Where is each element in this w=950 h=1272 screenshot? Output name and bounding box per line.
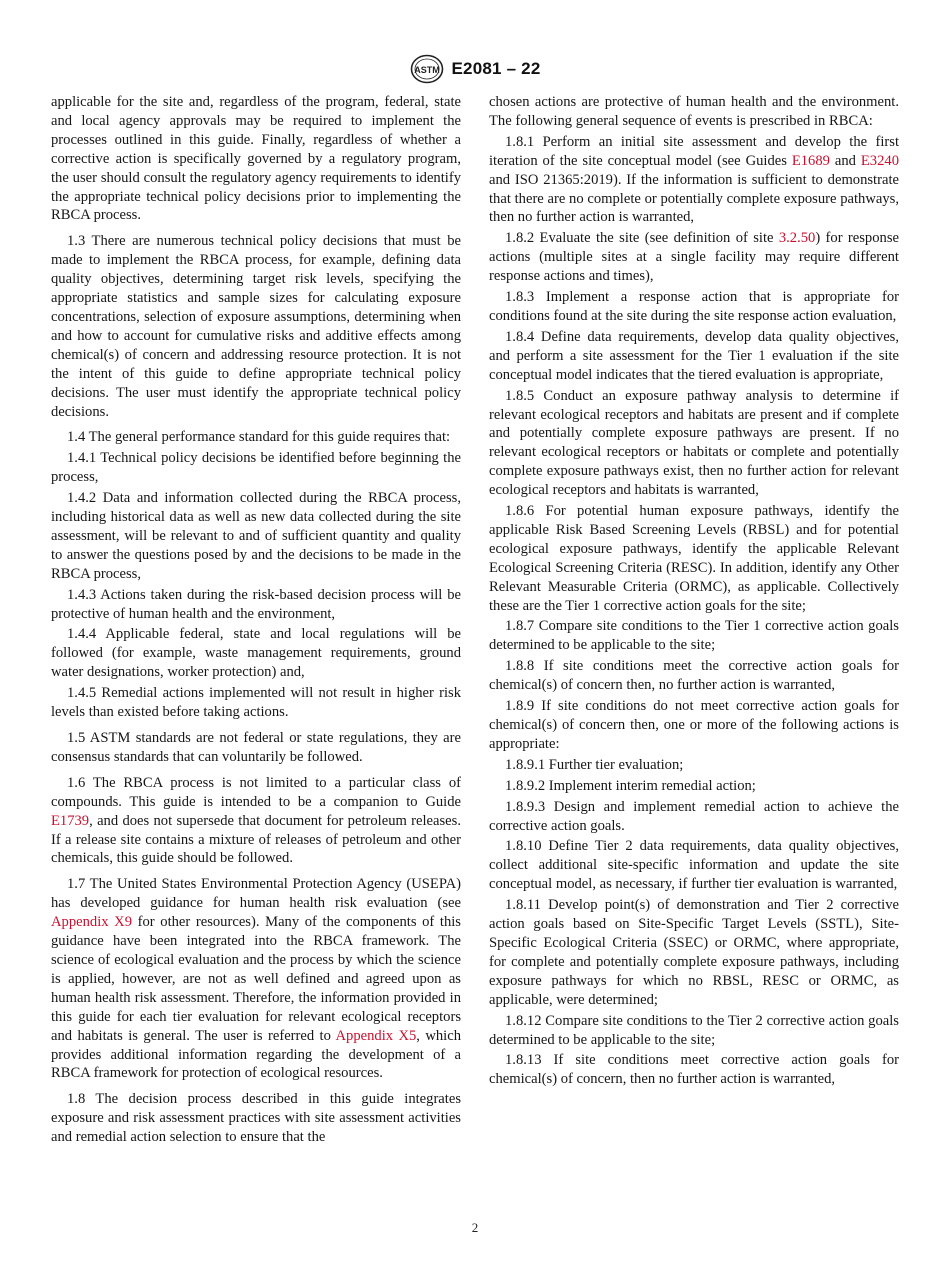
- section-1-8-5: 1.8.5 Conduct an exposure pathway analysis to determine if relevant ecological receptors and habitats are present and if complete and potentially complete exposure pathways are present. If no relevant ecological receptors or habitats or complete and potentially complete exposure pathways exist, then no further action for relevant ecological receptors and habitats is warranted,: [489, 387, 899, 499]
- section-1-8-3: 1.8.3 Implement a response action that is appropriate for conditions found at the site during the site response action evaluation,: [489, 289, 899, 324]
- section-1-7-text-b: for other resources). Many of the components of this guidance have been integrated into the RBCA framework. The science of ecological evaluation and the process by which the science is applied, however, are not as well defined and agreed upon as human health risk assessment. Therefore, the information provided in this guide for each tier evaluation for relevant ecological receptors and habitats is general. The user is referred to: [51, 914, 461, 1044]
- page-number: 2: [471, 1220, 479, 1235]
- section-1-6: [51, 774, 461, 869]
- section-1-8-9-2: 1.8.9.2 Implement interim remedial action;: [505, 777, 756, 794]
- section-1-8-7: 1.8.7 Compare site conditions to the Tier 1 corrective action goals determined to be applicable to the site;: [489, 618, 899, 654]
- paragraph-continued: applicable for the site and, regardless of the program, federal, state and local agency approvals may be required to implement the processes outlined in this guide. Finally, regardless of whether a corrective action is specifically governed by a regulatory program, the user should consult the regulatory agency requirements to identify the appropriate technical policy decisions prior to implementing the RBCA process.: [51, 94, 461, 224]
- paragraph-continued-right: chosen actions are protective of human health and the environment. The following general sequence of events is prescribed in RBCA:: [489, 94, 899, 129]
- section-1-4: 1.4 The general performance standard for this guide requires that:: [67, 429, 451, 446]
- section-1-8-4: 1.8.4 Define data requirements, develop data quality objectives, and perform a site assessment for the Tier 1 evaluation if the site conceptual model indicates that the tiered evaluation is appropriate,: [489, 328, 899, 383]
- svg-text:ASTM: ASTM: [413, 65, 440, 75]
- section-1-4-5: 1.4.5 Remedial actions implemented will not result in higher risk levels than existed before taking actions.: [51, 685, 461, 721]
- section-1-8-1-text-c: and ISO 21365:2019). If the information is sufficient to demonstrate that there are no complete or potentially complete exposure pathways, then no further action is warranted,: [489, 171, 899, 226]
- section-1-5: 1.5 ASTM standards are not federal or state regulations, they are consensus standards that can voluntarily be followed.: [51, 730, 461, 765]
- section-1-6-text-a: 1.6 The RBCA process is not limited to a particular class of compounds. This guide is intended to be a companion to Guide: [51, 774, 461, 810]
- link-appendix-x9[interactable]: Appendix X9: [51, 914, 133, 931]
- section-1-8-1-text-a: 1.8.1 Perform an initial site assessment and develop the first iteration of the site conceptual model (see Guides: [489, 133, 899, 169]
- section-1-8-9-3: 1.8.9.3 Design and implement remedial action to achieve the corrective action goals.: [489, 798, 899, 834]
- section-1-4-4: 1.4.4 Applicable federal, state and local regulations will be followed (for example, waste management requirements, ground water designations, worker protection) and,: [51, 626, 461, 681]
- section-1-8-1: [489, 133, 899, 228]
- section-1-8-11: 1.8.11 Develop point(s) of demonstration and Tier 2 corrective action goals based on Site-Specific Target Levels (SSTL), Site-Specific Ecological Criteria (SSEC) or ORMC, where appropriate, for complete and potentially complete exposure pathways, including exposure pathways for which no RBSL, RESC or ORMC, as applicable, were determined;: [489, 897, 899, 1008]
- section-1-8-2-text-a: 1.8.2 Evaluate the site (see definition of site: [505, 230, 779, 247]
- left-column: [51, 93, 461, 1147]
- section-1-8-2: [489, 229, 899, 286]
- section-1-8-10: 1.8.10 Define Tier 2 data requirements, data quality objectives, collect additional site-specific information and update the site conceptual model, as necessary, if further tier evaluation is warranted,: [489, 838, 899, 893]
- page-header: [0, 52, 950, 86]
- astm-logo-icon: [410, 54, 444, 84]
- link-e3240[interactable]: E3240: [860, 152, 899, 169]
- section-1-4-1: 1.4.1 Technical policy decisions be identified before beginning the process,: [51, 450, 461, 486]
- section-1-8-8: 1.8.8 If site conditions meet the corrective action goals for chemical(s) of concern then, no further action is warranted,: [489, 658, 899, 694]
- section-1-8-2-text-b: ) for response actions (multiple sites at a single facility may require different response actions and times),: [489, 230, 899, 285]
- link-e1689[interactable]: E1689: [791, 152, 830, 169]
- section-1-8: 1.8 The decision process described in this guide integrates exposure and risk assessment practices with site assessment activities and remedial action selection to ensure that the: [51, 1091, 461, 1146]
- link-e1739[interactable]: E1739: [51, 812, 90, 829]
- section-1-7-text-c: , which provides additional information regarding the development of a RBCA framework for protection of ecological resources.: [51, 1027, 462, 1082]
- link-3-2-50[interactable]: 3.2.50: [778, 230, 816, 247]
- section-1-6-text-b: , and does not supersede that document for petroleum releases. If a release site contains a mixture of releases of petroleum and other chemicals, this guide should be followed.: [51, 812, 461, 867]
- section-1-3: 1.3 There are numerous technical policy decisions that must be made to implement the RBCA process, for example, defining data quality objectives, determining target risk levels, specifying the appropriate statistics and sample sizes for calculating exposure concentrations, selection of exposure assumptions, determining when and how to account for cumulative risks and additive effects among chemical(s) of concern and addressing resource protection. It is not the intent of this guide to define appropriate technical policy decisions. The user must identify the appropriate technical policy decisions.: [51, 233, 461, 420]
- section-1-8-12: 1.8.12 Compare site conditions to the Tier 2 corrective action goals determined to be applicable to the site;: [489, 1012, 899, 1048]
- section-1-4-3: 1.4.3 Actions taken during the risk-based decision process will be protective of human health and the environment,: [51, 586, 461, 622]
- section-1-8-1-text-b: and: [829, 152, 861, 169]
- section-1-8-9-1: 1.8.9.1 Further tier evaluation;: [505, 756, 684, 773]
- section-1-8-13: 1.8.13 If site conditions meet corrective action goals for chemical(s) of concern, then no further action is warranted,: [489, 1052, 899, 1088]
- right-column: [489, 93, 899, 1089]
- section-1-7: [51, 875, 461, 1083]
- section-1-8-6: 1.8.6 For potential human exposure pathways, identify the applicable Risk Based Screening Levels (RBSL) and for potential ecological exposure pathways, identify the applicable Relevant Ecological Screening Criteria (RESC). In addition, identify any Other Relevant Measurable Criteria (ORMC), as applicable. Collectively these are the Tier 1 corrective action goals for the site;: [489, 503, 899, 614]
- section-1-4-2: 1.4.2 Data and information collected during the RBCA process, including historical data as well as new data collected during the site assessment, will be relevant to and of sufficient quantity and quality to answer the questions posed by and the decisions to be made in the RBCA process,: [51, 490, 461, 582]
- document-id: E2081 – 22: [451, 59, 541, 78]
- section-1-8-9: 1.8.9 If site conditions do not meet corrective action goals for chemical(s) of concern then, one or more of the following actions is appropriate:: [489, 698, 899, 752]
- section-1-7-text-a: 1.7 The United States Environmental Protection Agency (USEPA) has developed guidance for human health risk evaluation (see: [51, 876, 461, 912]
- link-appendix-x5[interactable]: Appendix X5: [335, 1027, 417, 1044]
